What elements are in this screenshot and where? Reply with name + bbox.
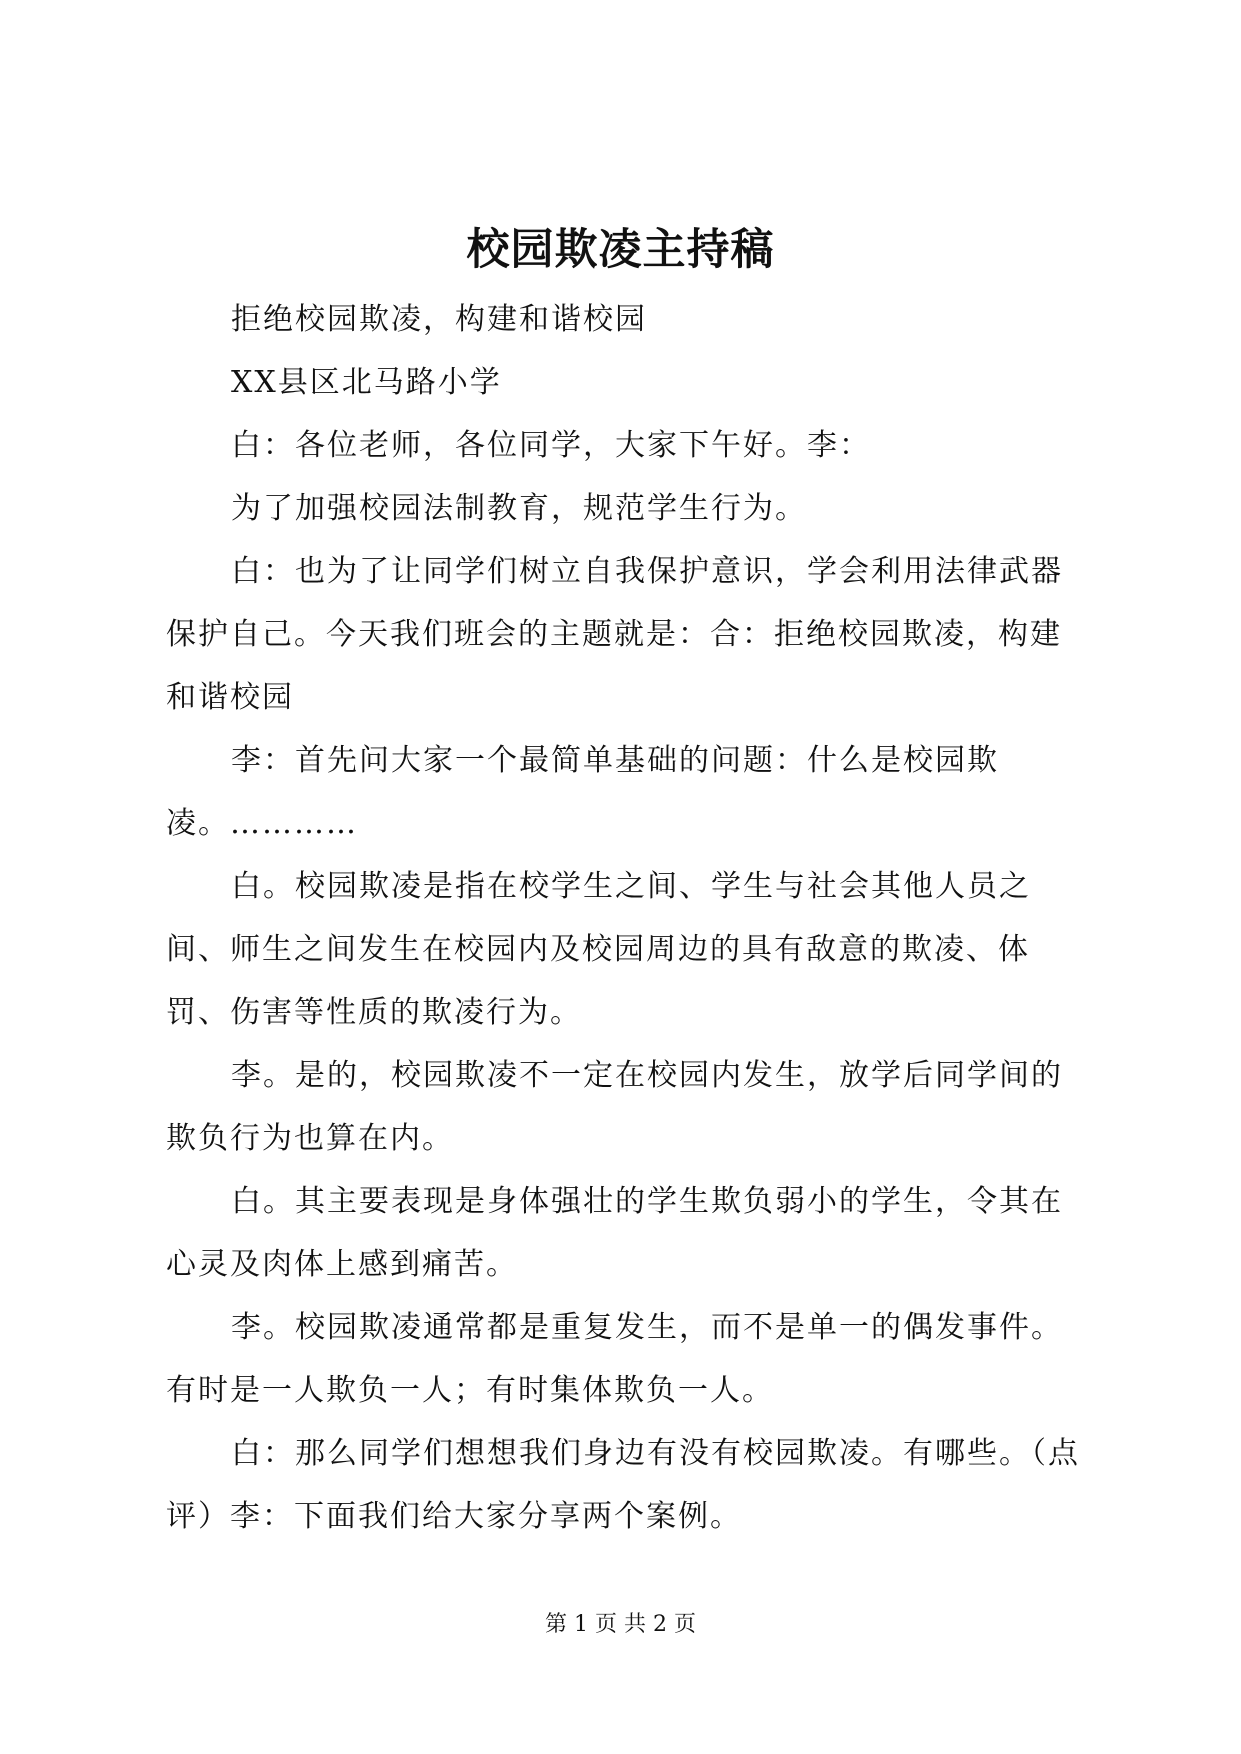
paragraph: 李。校园欺凌通常都是重复发生，而不是单一的偶发事件。有时是一人欺负一人；有时集体欺负一人。 (166, 1310, 1063, 1408)
paragraph: 白：也为了让同学们树立自我保护意识，学会利用法律武器保护自己。今天我们班会的主题就是：合：拒绝校园欺凌，构建和谐校园 (166, 554, 1063, 715)
paragraph: 李：首先问大家一个最简单基础的问题：什么是校园欺凌。………… (166, 743, 999, 841)
paragraph: 白：那么同学们想想我们身边有没有校园欺凌。有哪些。（点评）李：下面我们给大家分享两个案例。 (166, 1436, 1080, 1534)
paragraph: 白。校园欺凌是指在校学生之间、学生与社会其他人员之间、师生之间发生在校园内及校园周边的具有敌意的欺凌、体罚、伤害等性质的欺凌行为。 (166, 869, 1031, 1030)
paragraph: 李。是的，校园欺凌不一定在校园内发生，放学后同学间的欺负行为也算在内。 (166, 1058, 1063, 1156)
paragraph-school: XX县区北马路小学 (231, 365, 502, 400)
paragraph: 白：各位老师，各位同学，大家下午好。李： (231, 428, 871, 463)
page-footer: 第 1 页 共 2 页 (545, 1612, 696, 1637)
document-body (166, 288, 1080, 1548)
document-title: 校园欺凌主持稿 (466, 225, 775, 275)
paragraph: 为了加强校园法制教育，规范学生行为。 (231, 491, 807, 526)
paragraph-subtitle: 拒绝校园欺凌，构建和谐校园 (231, 302, 647, 337)
paragraph: 白。其主要表现是身体强壮的学生欺负弱小的学生，令其在心灵及肉体上感到痛苦。 (166, 1184, 1063, 1282)
